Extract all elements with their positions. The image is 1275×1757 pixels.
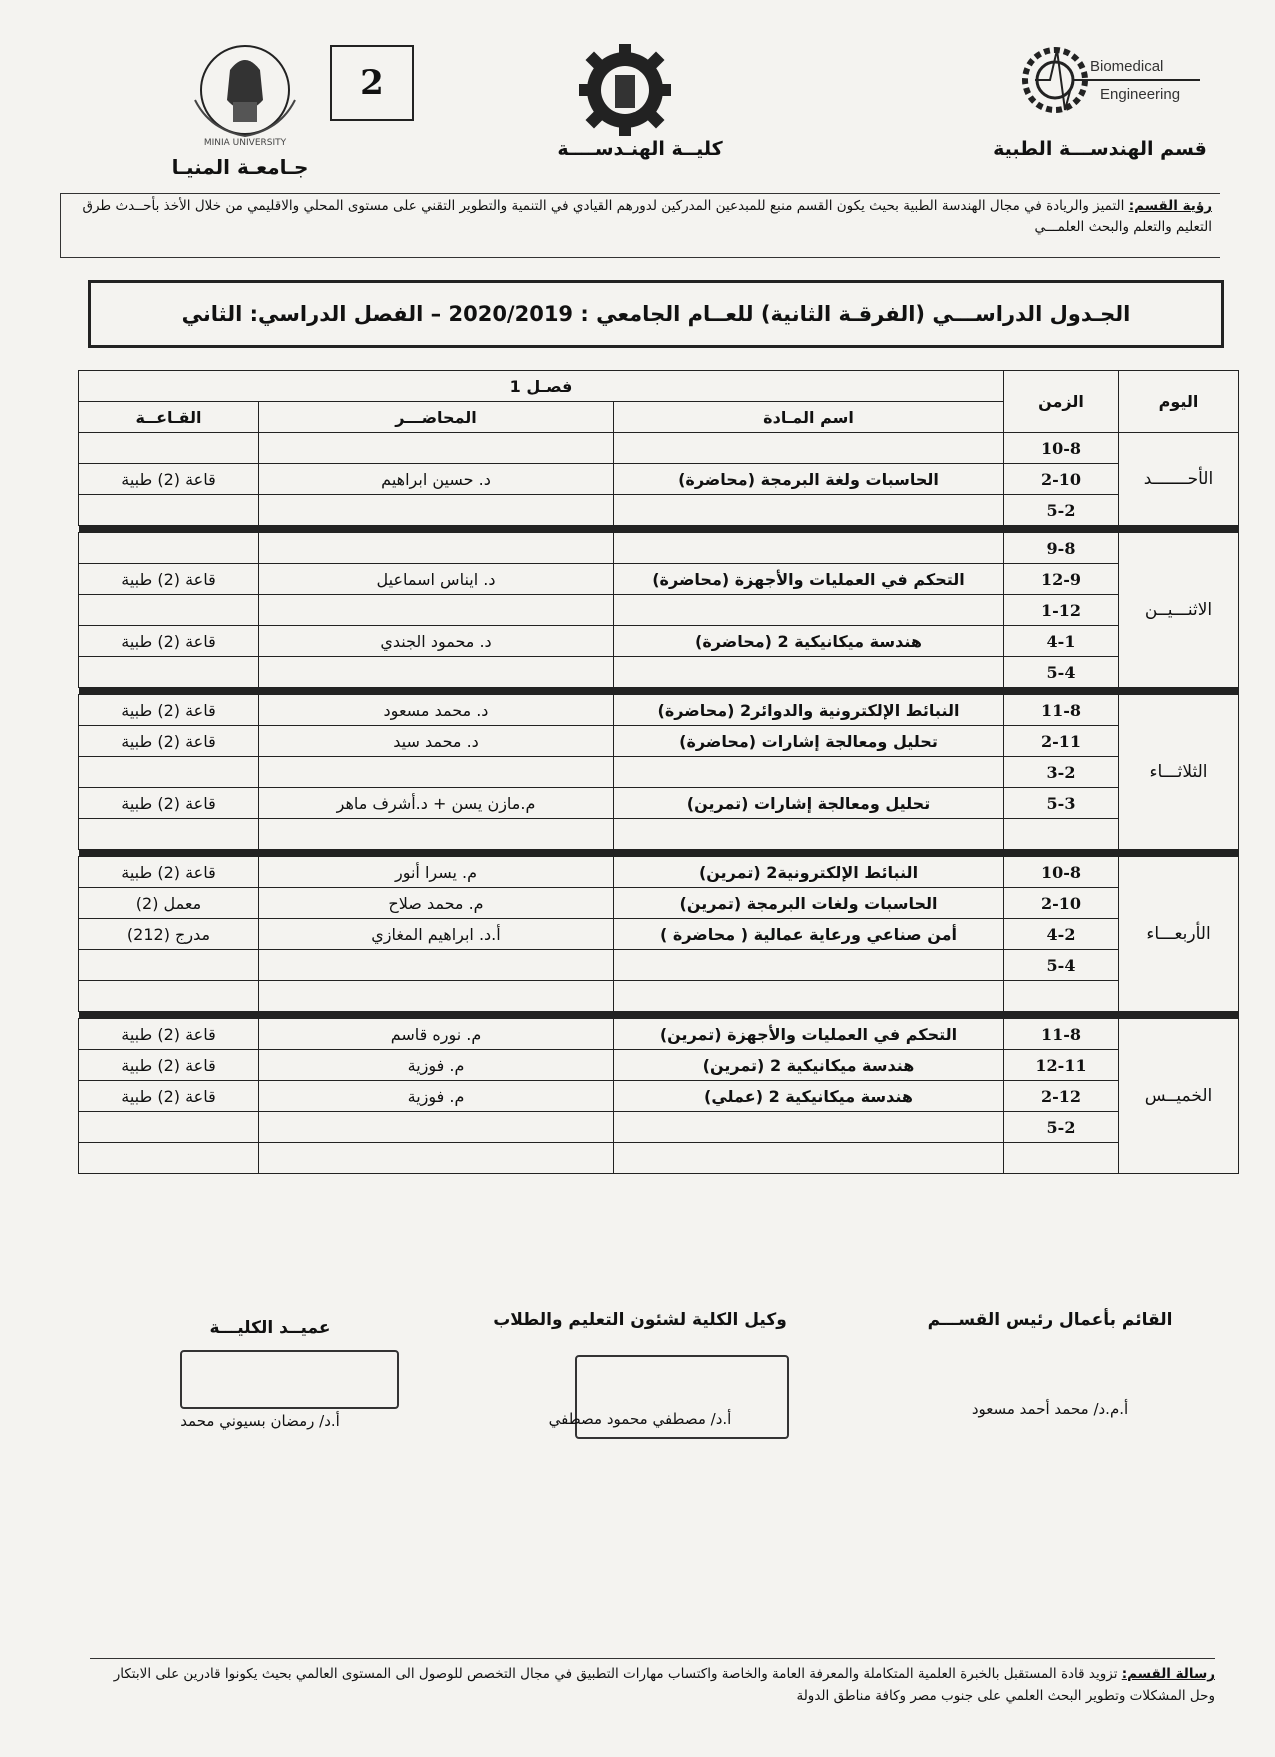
- lecturer-cell: [259, 657, 614, 688]
- faculty-logo-icon: [570, 40, 680, 140]
- table-row: [79, 1143, 1239, 1174]
- mission-text: تزويد قادة المستقبل بالخبرة العلمية المتكاملة والمعرفة العامة والخاصة واكتساب مهارات التطبيق في مجال التخصص للوصول الى المستوى العالمي بحيث يكونوا قادرين على الابتكار وحل المشكلات وتطوير البحث العلمي على جنوب مصر وكافة مناطق الدولة: [113, 1666, 1215, 1704]
- department-name: قسم الهندســـة الطبية: [993, 138, 1207, 160]
- day-separator: [79, 688, 1239, 695]
- subject-cell: التحكم في العمليات والأجهزة (تمرين): [614, 1019, 1004, 1050]
- subject-cell: الحاسبات ولغة البرمجة (محاضرة): [614, 464, 1004, 495]
- time-cell: 10-8: [1004, 433, 1119, 464]
- lecturer-cell: د. ايناس اسماعيل: [259, 564, 614, 595]
- university-name: جـامعـة المنيـا: [171, 155, 309, 179]
- department-mission: [90, 1658, 1215, 1707]
- room-cell: مدرج (212): [79, 919, 259, 950]
- faculty-name: كليــة الهنـدســــة: [557, 138, 723, 160]
- subject-cell: تحليل ومعالجة إشارات (تمرين): [614, 788, 1004, 819]
- dean-stamp: [180, 1350, 399, 1409]
- subject-cell: [614, 1143, 1004, 1174]
- dean-name: أ.د/ رمضان بسيوني محمد: [180, 1412, 340, 1430]
- table-row: [79, 1112, 1239, 1143]
- table-row: [79, 533, 1239, 564]
- subject-cell: الحاسبات ولغات البرمجة (تمرين): [614, 888, 1004, 919]
- time-cell: 12-9: [1004, 564, 1119, 595]
- header-subject: اسم المـادة: [614, 402, 1004, 433]
- room-cell: قاعة (2) طبية: [79, 1081, 259, 1112]
- room-cell: قاعة (2) طبية: [79, 695, 259, 726]
- time-cell: 2-12: [1004, 1081, 1119, 1112]
- subject-cell: [614, 657, 1004, 688]
- subject-cell: [614, 1112, 1004, 1143]
- table-row: [79, 757, 1239, 788]
- time-cell: 11-8: [1004, 695, 1119, 726]
- time-cell: 5-3: [1004, 788, 1119, 819]
- table-row: [79, 950, 1239, 981]
- room-cell: [79, 1143, 259, 1174]
- department-logo-text-1: Biomedical: [1090, 58, 1164, 75]
- day-cell: الثلاثـــاء: [1119, 695, 1239, 850]
- room-cell: [79, 657, 259, 688]
- lecturer-cell: [259, 981, 614, 1012]
- lecturer-cell: [259, 495, 614, 526]
- subject-cell: أمن صناعي ورعاية عمالية ( محاضرة ): [614, 919, 1004, 950]
- subject-cell: النبائط الإلكترونية2 (تمرين): [614, 857, 1004, 888]
- day-separator: [79, 526, 1239, 533]
- room-cell: [79, 533, 259, 564]
- time-cell: 1-12: [1004, 595, 1119, 626]
- time-cell: 10-8: [1004, 857, 1119, 888]
- header-time: الزمن: [1004, 371, 1119, 433]
- lecturer-cell: م. فوزية: [259, 1081, 614, 1112]
- time-cell: 4-1: [1004, 626, 1119, 657]
- time-cell: 11-8: [1004, 1019, 1119, 1050]
- table-row: [79, 626, 1239, 657]
- page-number: 2: [330, 45, 414, 121]
- table-row: [79, 1019, 1239, 1050]
- table-row: [79, 981, 1239, 1012]
- vice-dean-title: وكيل الكلية لشئون التعليم والطلاب: [493, 1310, 787, 1330]
- subject-cell: [614, 757, 1004, 788]
- room-cell: [79, 819, 259, 850]
- lecturer-cell: د. محمد مسعود: [259, 695, 614, 726]
- subject-cell: هندسة ميكانيكية 2 (تمرين): [614, 1050, 1004, 1081]
- lecturer-cell: [259, 757, 614, 788]
- room-cell: قاعة (2) طبية: [79, 726, 259, 757]
- lecturer-cell: د. حسين ابراهيم: [259, 464, 614, 495]
- room-cell: قاعة (2) طبية: [79, 564, 259, 595]
- time-cell: 5-2: [1004, 1112, 1119, 1143]
- subject-cell: النبائط الإلكترونية والدوائر2 (محاضرة): [614, 695, 1004, 726]
- table-row: [79, 857, 1239, 888]
- vision-label: رؤية القسم:: [1128, 198, 1212, 214]
- subject-cell: [614, 950, 1004, 981]
- head-title: القائم بأعمال رئيس القســـم: [927, 1310, 1173, 1330]
- subject-cell: [614, 595, 1004, 626]
- mission-label: رسالة القسم:: [1121, 1666, 1215, 1682]
- lecturer-cell: م. يسرا أنور: [259, 857, 614, 888]
- dean-title: عميــد الكليـــة: [209, 1318, 331, 1338]
- lecturer-cell: م.مازن يسن + د.أشرف ماهر: [259, 788, 614, 819]
- time-cell: 5-4: [1004, 950, 1119, 981]
- time-cell: 2-11: [1004, 726, 1119, 757]
- room-cell: قاعة (2) طبية: [79, 1019, 259, 1050]
- page-title: الجـدول الدراســـي (الفرقـة الثانية) للعــام الجامعي : 2020/2019 – الفصل الدراسي: الثاني: [88, 280, 1224, 348]
- subject-cell: هندسة ميكانيكية 2 (عملي): [614, 1081, 1004, 1112]
- subject-cell: [614, 981, 1004, 1012]
- room-cell: [79, 950, 259, 981]
- time-cell: 5-4: [1004, 657, 1119, 688]
- day-cell: الاثنـــيــن: [1119, 533, 1239, 688]
- subject-cell: [614, 433, 1004, 464]
- table-row: [79, 564, 1239, 595]
- room-cell: [79, 495, 259, 526]
- subject-cell: [614, 819, 1004, 850]
- subject-cell: [614, 495, 1004, 526]
- header-lecturer: المحاضـــر: [259, 402, 614, 433]
- day-cell: الأحـــــــد: [1119, 433, 1239, 526]
- schedule-body: [79, 433, 1239, 1174]
- table-row: [79, 495, 1239, 526]
- header-group: فصـل 1: [79, 371, 1004, 402]
- time-cell: [1004, 1143, 1119, 1174]
- vision-text: التميز والريادة في مجال الهندسة الطبية بحيث يكون القسم منبع للمبدعين المدركين لدورهم القيادي في التنمية والتطوير التقني على مستوى المحلي والاقليمي من خلال الأخذ بأحــدث طرق التعليم والتعلم والبحث العلمـــي: [82, 198, 1212, 235]
- department-vision: [60, 193, 1220, 258]
- table-row: [79, 433, 1239, 464]
- university-logo-caption: MINIA UNIVERSITY: [203, 138, 287, 148]
- time-cell: 3-2: [1004, 757, 1119, 788]
- room-cell: قاعة (2) طبية: [79, 464, 259, 495]
- lecturer-cell: [259, 819, 614, 850]
- room-cell: [79, 433, 259, 464]
- table-row: [79, 819, 1239, 850]
- table-row: [79, 726, 1239, 757]
- lecturer-cell: [259, 533, 614, 564]
- table-row: [79, 595, 1239, 626]
- lecturer-cell: م. محمد صلاح: [259, 888, 614, 919]
- time-cell: 2-10: [1004, 464, 1119, 495]
- schedule-table: [78, 370, 1239, 1174]
- table-row: [79, 1050, 1239, 1081]
- time-cell: [1004, 981, 1119, 1012]
- table-row: [79, 464, 1239, 495]
- time-cell: 2-10: [1004, 888, 1119, 919]
- head-name: أ.م.د/ محمد أحمد مسعود: [971, 1400, 1129, 1418]
- subject-cell: [614, 533, 1004, 564]
- lecturer-cell: أ.د. ابراهيم المغازي: [259, 919, 614, 950]
- lecturer-cell: [259, 1112, 614, 1143]
- room-cell: قاعة (2) طبية: [79, 788, 259, 819]
- header-day: اليوم: [1119, 371, 1239, 433]
- lecturer-cell: [259, 1143, 614, 1174]
- room-cell: [79, 757, 259, 788]
- header-room: القـاعــة: [79, 402, 259, 433]
- subject-cell: تحليل ومعالجة إشارات (محاضرة): [614, 726, 1004, 757]
- time-cell: 9-8: [1004, 533, 1119, 564]
- table-row: [79, 788, 1239, 819]
- table-row: [79, 657, 1239, 688]
- table-row: [79, 695, 1239, 726]
- lecturer-cell: م. فوزية: [259, 1050, 614, 1081]
- department-logo-text-2: Engineering: [1100, 86, 1181, 103]
- room-cell: معمل (2): [79, 888, 259, 919]
- day-separator: [79, 850, 1239, 857]
- table-row: [79, 888, 1239, 919]
- day-cell: الأربعـــاء: [1119, 857, 1239, 1012]
- room-cell: [79, 1112, 259, 1143]
- room-cell: [79, 981, 259, 1012]
- table-row: [79, 919, 1239, 950]
- day-separator: [79, 1012, 1239, 1019]
- university-logo: [175, 40, 315, 150]
- time-cell: 5-2: [1004, 495, 1119, 526]
- room-cell: [79, 595, 259, 626]
- time-cell: 12-11: [1004, 1050, 1119, 1081]
- day-cell: الخميــس: [1119, 1019, 1239, 1174]
- room-cell: قاعة (2) طبية: [79, 857, 259, 888]
- time-cell: [1004, 819, 1119, 850]
- lecturer-cell: د. محمود الجندي: [259, 626, 614, 657]
- subject-cell: هندسة ميكانيكية 2 (محاضرة): [614, 626, 1004, 657]
- lecturer-cell: د. محمد سيد: [259, 726, 614, 757]
- lecturer-cell: [259, 950, 614, 981]
- vice-dean-name: أ.د/ مصطفي محمود مصطفي: [548, 1410, 732, 1428]
- table-row: [79, 1081, 1239, 1112]
- room-cell: قاعة (2) طبية: [79, 626, 259, 657]
- lecturer-cell: [259, 595, 614, 626]
- lecturer-cell: [259, 433, 614, 464]
- lecturer-cell: م. نوره قاسم: [259, 1019, 614, 1050]
- subject-cell: التحكم في العمليات والأجهزة (محاضرة): [614, 564, 1004, 595]
- time-cell: 4-2: [1004, 919, 1119, 950]
- room-cell: قاعة (2) طبية: [79, 1050, 259, 1081]
